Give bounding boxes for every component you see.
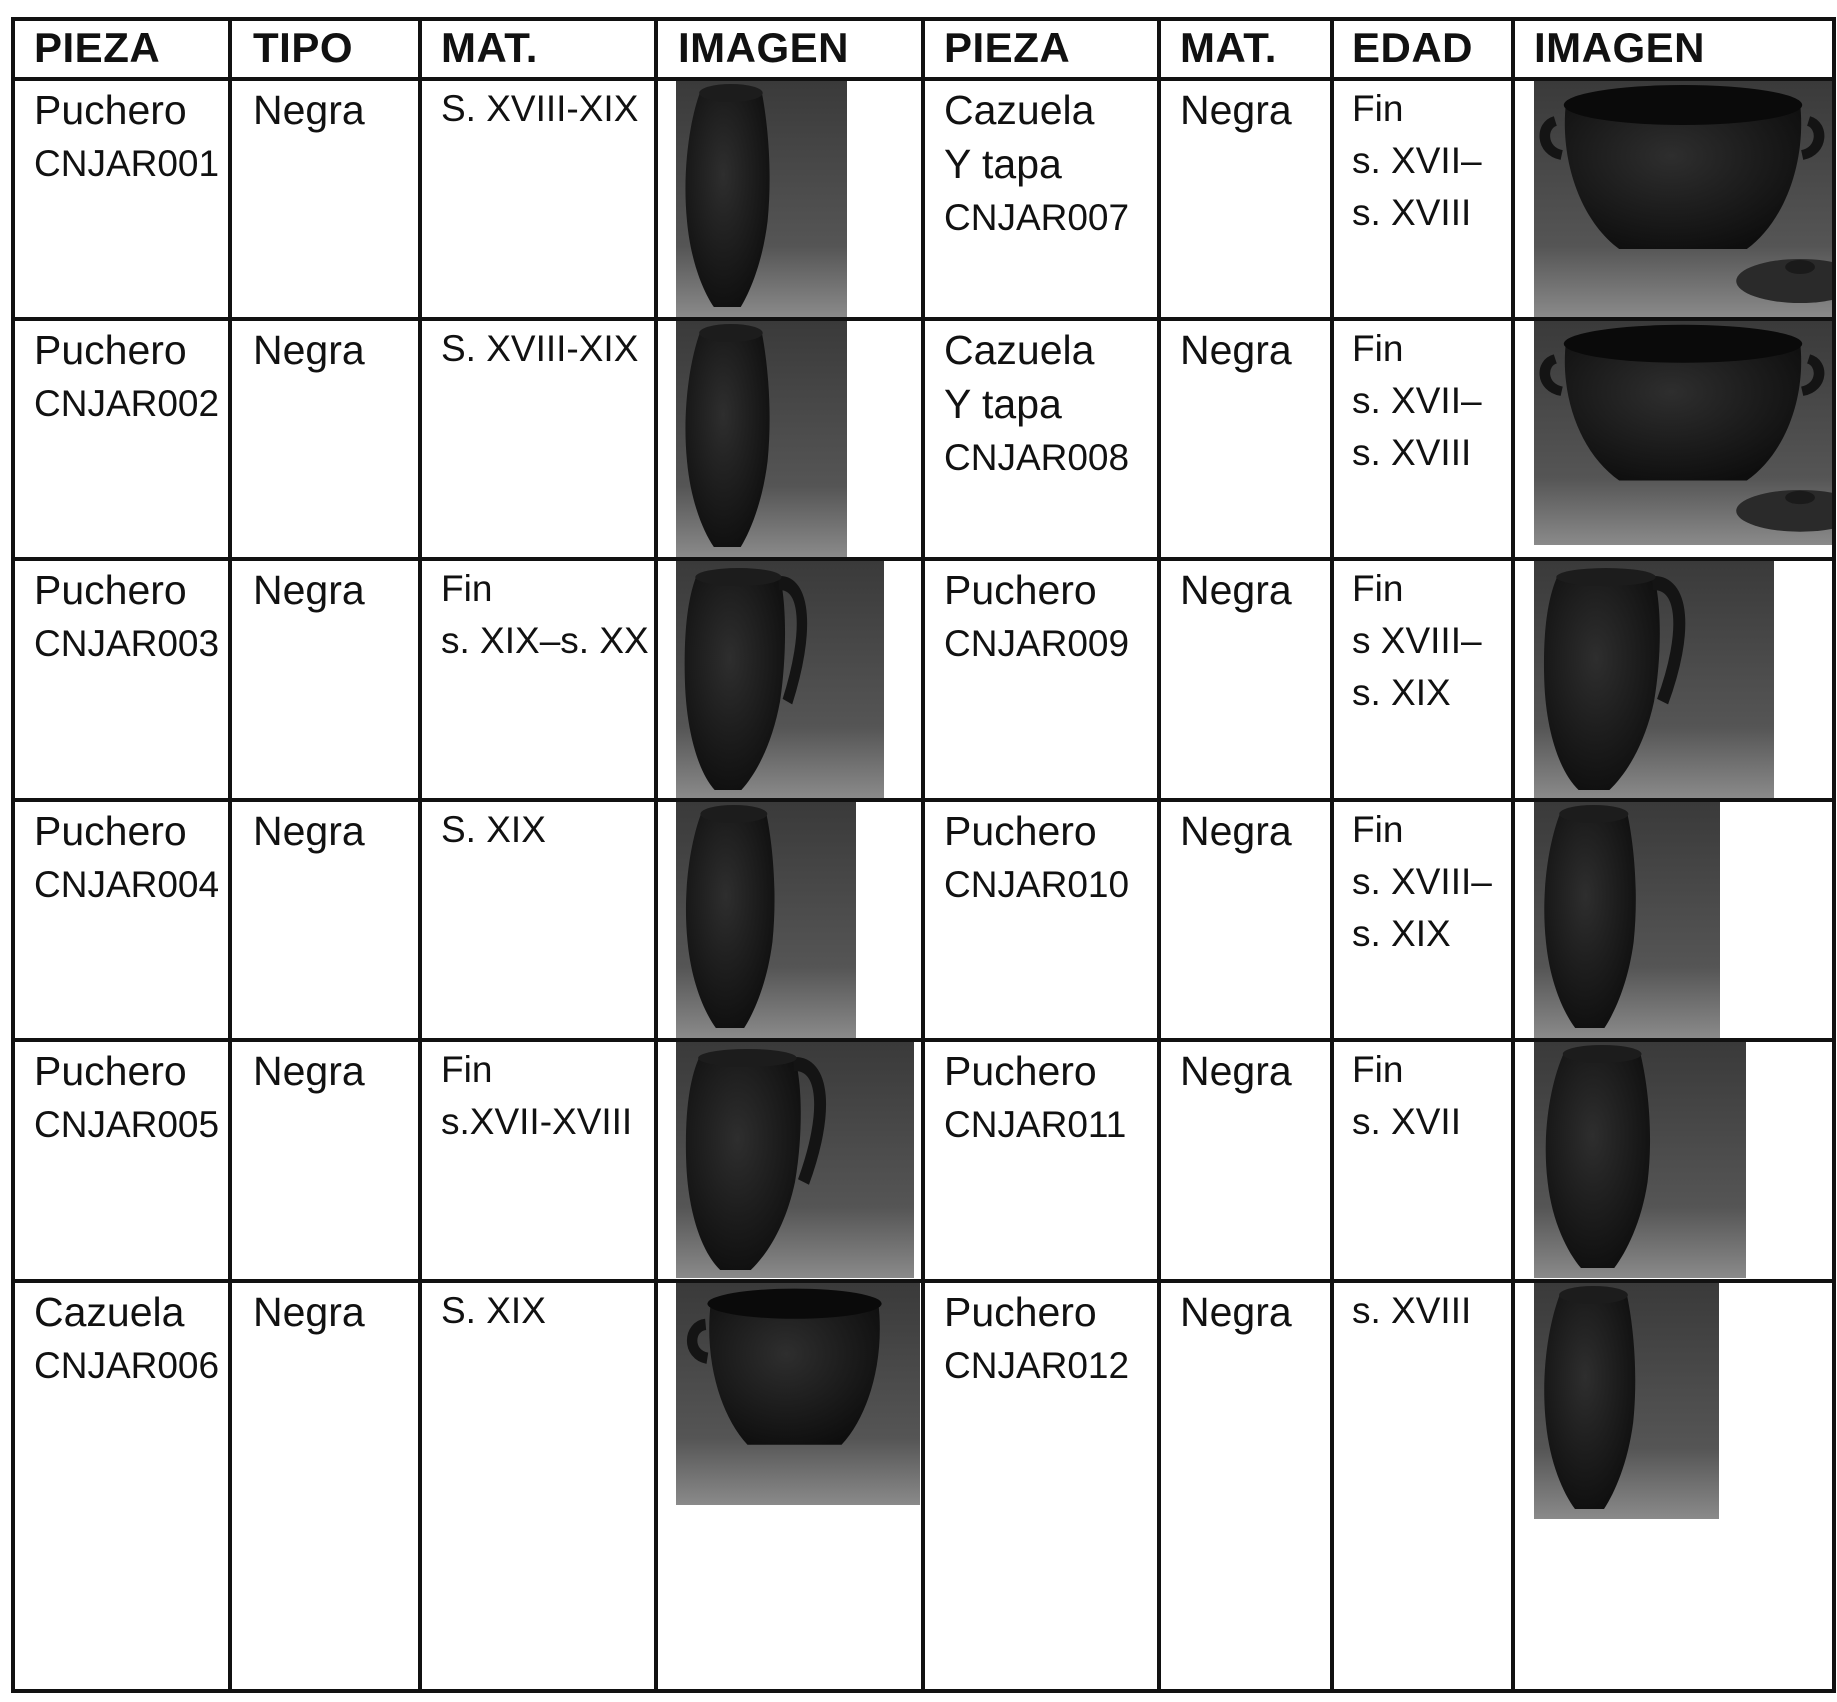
piece-code: CNJAR010 [944,864,1130,905]
edad-cell [1352,1044,1461,1148]
date-line: Fin [1352,328,1404,369]
column-divider [1330,17,1334,1693]
column-divider [654,17,658,1693]
date-line: Fin [1352,1049,1404,1090]
pot-photo [676,321,847,557]
date-line: s. XIX [1352,672,1451,713]
tipo-cell: Negra [253,1289,365,1335]
piece-name: Y tapa [944,381,1062,427]
piece-code: CNJAR012 [944,1345,1130,1386]
pieza-cell [944,1285,1129,1393]
casserole-with-lid-photo [1534,81,1832,317]
pieza-cell [34,83,219,191]
header-tipo: TIPO [253,24,354,71]
column-divider [1157,17,1161,1693]
table-border [11,17,15,1693]
piece-name: Y tapa [944,141,1062,187]
pieza-cell [34,804,219,912]
pot-photo [1534,802,1720,1038]
mat-cell [441,323,638,375]
casserole-photo [676,1283,920,1505]
piece-name: Puchero [34,808,187,854]
pieza-cell [944,1044,1126,1152]
mat-cell: Negra [1180,1048,1292,1094]
date-line: S. XIX [441,809,546,850]
pieza-cell [34,1044,219,1152]
casserole-with-lid-photo [1534,321,1832,545]
pieza-cell [944,83,1129,245]
pot-photo [1534,1042,1746,1278]
piece-name: Puchero [944,808,1097,854]
header-imagen: IMAGEN [678,24,849,71]
piece-code: CNJAR005 [34,1104,220,1145]
edad-cell [1352,1285,1471,1337]
piece-name: Cazuela [944,327,1095,373]
piece-name: Cazuela [34,1289,185,1335]
pieza-cell [944,323,1129,485]
date-line: s. XVIII [1352,432,1472,473]
tipo-cell: Negra [253,87,365,133]
piece-code: CNJAR006 [34,1345,220,1386]
date-line: Fin [1352,88,1404,129]
date-line: s. XVIII– [1352,861,1492,902]
pieza-cell [34,323,219,431]
piece-name: Puchero [944,1048,1097,1094]
piece-code: CNJAR003 [34,623,220,664]
mat-cell: Negra [1180,1289,1292,1335]
piece-code: CNJAR008 [944,437,1130,478]
column-divider [921,17,925,1693]
pieza-cell [34,1285,219,1393]
date-line: S. XVIII-XIX [441,328,639,369]
edad-cell [1352,563,1482,719]
date-line: s. XVII [1352,1101,1461,1142]
date-line: S. XIX [441,1290,546,1331]
mat-cell: Negra [1180,87,1292,133]
piece-name: Puchero [34,567,187,613]
piece-name: Puchero [944,567,1097,613]
column-divider [228,17,232,1693]
date-line: Fin [1352,809,1404,850]
mat-cell [441,1044,632,1148]
edad-cell [1352,804,1492,960]
table-border [11,1689,1836,1693]
mat-cell: Negra [1180,808,1292,854]
tipo-cell: Negra [253,567,365,613]
table-border [11,17,1836,21]
date-line: s. XVII– [1352,140,1482,181]
piece-code: CNJAR002 [34,383,220,424]
jug-photo [676,561,884,798]
piece-name: Puchero [34,87,187,133]
piece-code: CNJAR009 [944,623,1130,664]
date-line: s. XIX [1352,913,1451,954]
header-mat: MAT. [441,24,538,71]
table-border [1832,17,1836,1693]
date-line: Fin [441,1049,493,1090]
jug-photo [676,1042,914,1278]
piece-code: CNJAR001 [34,143,220,184]
date-line: s XVIII– [1352,620,1482,661]
header-imagen: IMAGEN [1534,24,1705,71]
edad-cell [1352,323,1482,479]
date-line: Fin [1352,568,1404,609]
piece-name: Puchero [34,327,187,373]
column-divider [1511,17,1515,1693]
piece-name: Puchero [944,1289,1097,1335]
tipo-cell: Negra [253,808,365,854]
tipo-cell: Negra [253,327,365,373]
piece-code: CNJAR004 [34,864,220,905]
piece-code: CNJAR007 [944,197,1130,238]
mat-cell [441,804,546,856]
header-mat: MAT. [1180,24,1277,71]
date-line: s. XIX–s. XX [441,620,649,661]
date-line: Fin [441,568,493,609]
edad-cell [1352,83,1482,239]
mat-cell: Negra [1180,567,1292,613]
piece-code: CNJAR011 [944,1104,1127,1145]
mat-cell: Negra [1180,327,1292,373]
tipo-cell: Negra [253,1048,365,1094]
mat-cell [441,1285,546,1337]
piece-name: Puchero [34,1048,187,1094]
date-line: s. XVIII [1352,192,1472,233]
pieza-cell [944,563,1129,671]
date-line: s. XVII– [1352,380,1482,421]
header-edad: EDAD [1352,24,1474,71]
pot-photo [676,802,856,1038]
date-line: s. XVIII [1352,1290,1472,1331]
mat-cell [441,83,638,135]
pot-photo [676,81,847,317]
piece-name: Cazuela [944,87,1095,133]
jug-photo [1534,561,1774,798]
pieza-cell [944,804,1129,912]
column-divider [418,17,422,1693]
pieza-cell [34,563,219,671]
date-line: S. XVIII-XIX [441,88,639,129]
date-line: s.XVII-XVIII [441,1101,633,1142]
header-pieza: PIEZA [944,24,1071,71]
header-pieza: PIEZA [34,24,161,71]
mat-cell [441,563,649,667]
pot-photo [1534,1283,1719,1519]
